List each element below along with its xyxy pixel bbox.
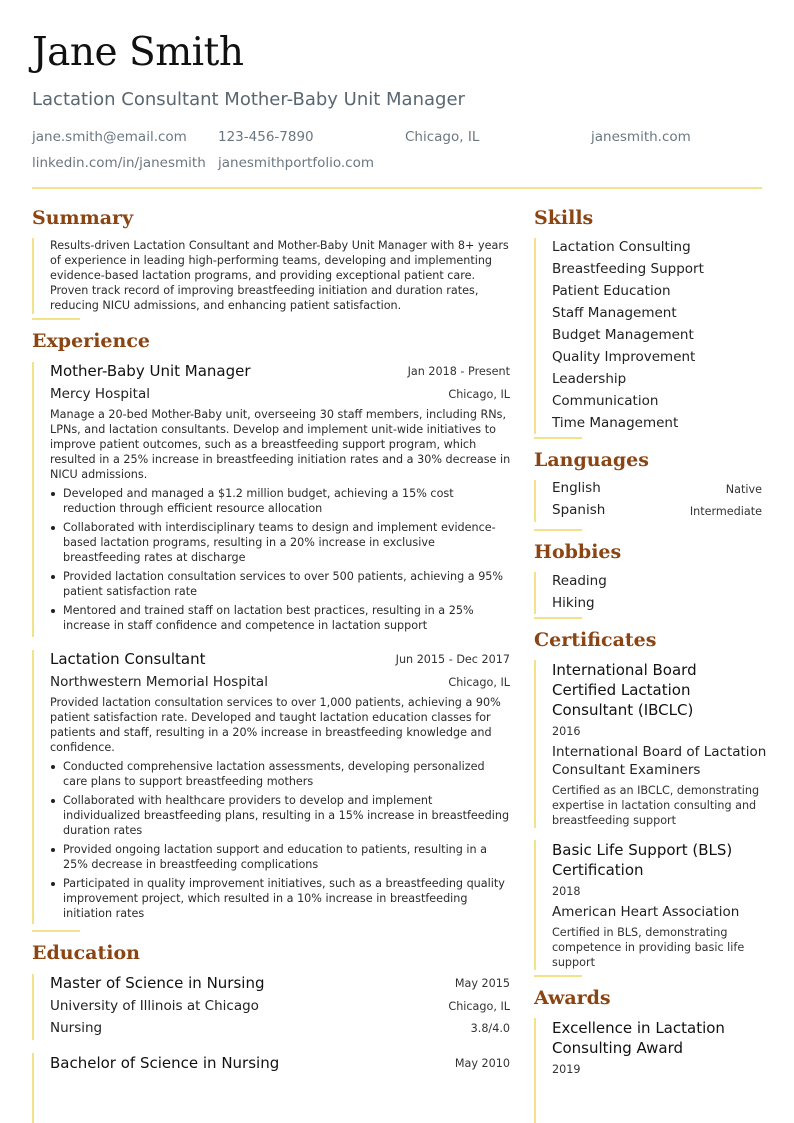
cert-1-name: International Board Certified Lactation Consultant (IBCLC) xyxy=(552,661,697,719)
skill-item: Quality Improvement xyxy=(552,349,696,365)
awards-heading: Awards xyxy=(534,987,611,1009)
skill-item: Time Management xyxy=(552,415,679,431)
skill-item: Leadership xyxy=(552,371,627,387)
job-1-bullets xyxy=(50,486,510,637)
skill-item: Breastfeeding Support xyxy=(552,261,704,277)
edu-2-degree: Bachelor of Science in Nursing xyxy=(50,1054,280,1072)
cert-1-org: International Board of Lactation Consultant Examiners xyxy=(552,744,767,778)
contact-location: Chicago, IL xyxy=(405,129,480,145)
summary-text: Results-driven Lactation Consultant and Mother-Baby Unit Manager with 8+ years of experience in leading high-performing teams, developing and implementing evidence-based lactation programs, and providing exceptional patient care. Proven track record of improving breastfeeding initiation and duration rates, reducing NICU admissions, and enhancing patient satisfaction. xyxy=(50,239,509,312)
skill-item: Budget Management xyxy=(552,327,694,343)
contact-email[interactable]: jane.smith@email.com xyxy=(32,129,187,145)
skills-accent-bar xyxy=(534,238,536,434)
edu-1-accent-bar xyxy=(32,974,34,1040)
skills-divider xyxy=(534,437,582,439)
award-1-year: 2019 xyxy=(552,1063,581,1076)
edu-1-gpa: 3.8/4.0 xyxy=(470,1022,510,1035)
list-item: Collaborated with interdisciplinary teams to design and implement evidence-based lactation programs, resulting in a 20% increase in exclusive breastfeeding rates at discharge xyxy=(50,520,510,565)
header-divider xyxy=(32,187,762,189)
experience-heading: Experience xyxy=(32,330,150,352)
summary-divider xyxy=(32,318,80,320)
language-name: English xyxy=(552,480,601,496)
job-1-title: Mother-Baby Unit Manager xyxy=(50,362,251,380)
languages-accent-bar xyxy=(534,480,536,522)
awards-accent-bar xyxy=(534,1018,536,1123)
job-title-headline: Lactation Consultant Mother-Baby Unit Manager xyxy=(32,89,465,110)
certificates-divider xyxy=(534,975,582,977)
language-level: Native xyxy=(725,483,762,496)
edu-1-field: Nursing xyxy=(50,1020,103,1036)
job-2-company: Northwestern Memorial Hospital xyxy=(50,674,268,690)
job-2-accent-bar xyxy=(32,650,34,924)
cert-1-accent-bar xyxy=(534,660,536,828)
summary-accent-bar xyxy=(32,238,34,314)
job-1-description: Manage a 20-bed Mother-Baby unit, overseeing 30 staff members, including RNs, LPNs, and lactation consultants. Develop and implement unit-wide initiatives to improve patient outcomes, such as a breastfeeding support program, which resulted in a 25% increase in breastfeeding initiation rates and a 30% decrease in NICU admissions. xyxy=(50,408,511,481)
cert-1-desc: Certified as an IBCLC, demonstrating expertise in lactation consulting and breastfeeding support xyxy=(552,784,760,827)
skill-item: Staff Management xyxy=(552,305,677,321)
job-2-location: Chicago, IL xyxy=(448,676,510,689)
list-item: Developed and managed a $1.2 million budget, achieving a 15% cost reduction through efficient resource allocation xyxy=(50,486,510,516)
skills-list xyxy=(552,236,762,434)
languages-heading: Languages xyxy=(534,449,649,471)
experience-divider xyxy=(32,930,80,932)
cert-1-year: 2016 xyxy=(552,725,581,738)
job-1-location: Chicago, IL xyxy=(448,388,510,401)
skill-item: Lactation Consulting xyxy=(552,239,691,255)
hobbies-heading: Hobbies xyxy=(534,541,622,563)
job-1-dates: Jan 2018 - Present xyxy=(407,365,510,378)
list-item: Provided ongoing lactation support and education to patients, resulting in a 25% decrease in breastfeeding complications xyxy=(50,842,510,872)
cert-2-name: Basic Life Support (BLS) Certification xyxy=(552,841,733,879)
edu-1-location: Chicago, IL xyxy=(448,1000,510,1013)
contact-website[interactable]: janesmith.com xyxy=(591,129,691,145)
cert-2-desc: Certified in BLS, demonstrating competence in providing basic life support xyxy=(552,926,745,969)
contact-linkedin[interactable]: linkedin.com/in/janesmith xyxy=(32,155,206,171)
contact-phone[interactable]: 123-456-7890 xyxy=(218,129,314,145)
education-heading: Education xyxy=(32,942,140,964)
hobby-item: Reading xyxy=(552,573,607,589)
list-item: Collaborated with healthcare providers to develop and implement individualized breastfeeding plans, resulting in a 15% increase in breastfeeding duration rates xyxy=(50,793,510,838)
skill-item: Communication xyxy=(552,393,659,409)
language-row xyxy=(552,480,762,502)
list-item: Conducted comprehensive lactation assessments, developing personalized care plans to support breastfeeding mothers xyxy=(50,759,510,789)
language-name: Spanish xyxy=(552,502,606,518)
certificates-heading: Certificates xyxy=(534,629,657,651)
hobby-item: Hiking xyxy=(552,595,595,611)
list-item: Mentored and trained staff on lactation best practices, resulting in a 25% increase in staff confidence and competence in lactation support xyxy=(50,603,510,633)
languages-divider xyxy=(534,529,582,531)
job-2-title: Lactation Consultant xyxy=(50,650,206,668)
language-row xyxy=(552,502,762,524)
job-2-bullets xyxy=(50,759,510,925)
hobbies-accent-bar xyxy=(534,572,536,614)
edu-1-date: May 2015 xyxy=(454,977,510,990)
contact-portfolio[interactable]: janesmithportfolio.com xyxy=(218,155,375,171)
candidate-name: Jane Smith xyxy=(32,30,244,75)
cert-2-year: 2018 xyxy=(552,885,581,898)
job-1-company: Mercy Hospital xyxy=(50,386,150,402)
hobbies-list xyxy=(552,570,762,614)
edu-2-date: May 2010 xyxy=(454,1057,510,1070)
language-level: Intermediate xyxy=(689,505,762,518)
job-2-description: Provided lactation consultation services to over 1,000 patients, achieving a 90% patient satisfaction rate. Developed and taught lactation education classes for patients and staff, resulting in a 20% increase in breastfeeding knowledge and confidence. xyxy=(50,696,501,754)
list-item: Provided lactation consultation services to over 500 patients, achieving a 95% patient satisfaction rate xyxy=(50,569,510,599)
edu-1-degree: Master of Science in Nursing xyxy=(50,974,265,992)
job-1-accent-bar xyxy=(32,362,34,637)
list-item: Participated in quality improvement initiatives, such as a breastfeeding quality improvement project, which resulted in a 10% increase in breastfeeding initiation rates xyxy=(50,876,510,921)
award-1-name: Excellence in Lactation Consulting Award xyxy=(552,1019,725,1057)
edu-2-accent-bar xyxy=(32,1053,34,1123)
edu-1-school: University of Illinois at Chicago xyxy=(50,998,259,1014)
job-2-dates: Jun 2015 - Dec 2017 xyxy=(395,653,510,666)
skill-item: Patient Education xyxy=(552,283,671,299)
cert-2-org: American Heart Association xyxy=(552,904,740,920)
skills-heading: Skills xyxy=(534,207,594,229)
summary-heading: Summary xyxy=(32,207,134,229)
hobbies-divider xyxy=(534,617,582,619)
cert-2-accent-bar xyxy=(534,840,536,970)
